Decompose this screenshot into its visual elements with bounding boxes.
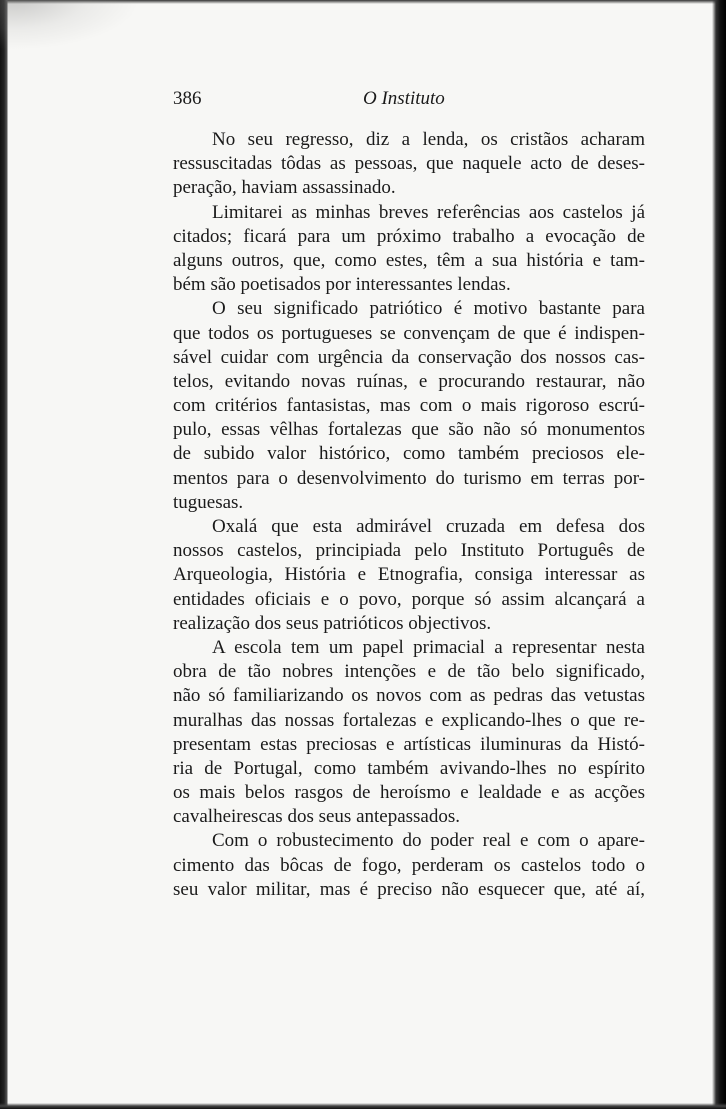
running-title: O Instituto: [363, 88, 445, 109]
text-line: Oxalá que esta admirável cruzada em defesa dos: [212, 516, 645, 537]
text-line: Com o robustecimento do poder real e com o apare-: [212, 830, 645, 852]
text-line: os mais belos rasgos de heroísmo e lealdade e as acções: [173, 782, 645, 804]
body-text: [173, 128, 645, 902]
scan-edge-bottom: [0, 1103, 726, 1109]
text-line: pulo, essas vêlhas fortalezas que são não só monumentos: [173, 419, 645, 441]
text-line: presentam estas preciosas e artísticas iluminuras da Histó-: [173, 733, 645, 755]
text-line: de subido valor histórico, como também preciosos ele-: [173, 443, 645, 465]
text-line: ressuscitadas tôdas as pessoas, que naquele acto de deses-: [173, 153, 645, 175]
text-line: citados; ficará para um próximo trabalho a evocação de: [173, 225, 645, 247]
text-line: que todos os portugueses se convençam de que é indispen-: [173, 322, 645, 344]
text-line: Limitarei as minhas breves referências aos castelos já: [212, 201, 645, 223]
text-line: não só familiarizando os novos com as pedras das vetustas: [173, 685, 645, 707]
text-line: mentos para o desenvolvimento do turismo em terras por-: [173, 467, 645, 489]
text-line: nossos castelos, principiada pelo Instituto Português de: [173, 540, 645, 562]
text-line: peração, haviam assassinado.: [173, 177, 396, 199]
scan-edge-left: [0, 0, 8, 1109]
text-line: muralhas das nossas fortalezas e explicando-lhes o que re-: [173, 709, 645, 731]
text-line: A escola tem um papel primacial a representar nesta: [212, 636, 645, 658]
text-line: telos, evitando novas ruínas, e procurando restaurar, não: [173, 370, 645, 392]
text-line: No seu regresso, diz a lenda, os cristãos acharam: [212, 129, 645, 150]
page-header: [173, 88, 643, 114]
text-line: entidades oficiais e o povo, porque só assim alcançará a: [173, 588, 645, 610]
text-line: sável cuidar com urgência da conservação dos nossos cas-: [173, 346, 645, 368]
scan-corner-smudge: [0, 0, 140, 50]
text-line: realização dos seus patrióticos objectivos.: [173, 612, 492, 634]
page-number: 386: [173, 88, 202, 109]
text-line: com critérios fantasistas, mas com o mais rigoroso escrú-: [173, 395, 645, 417]
text-line: obra de tão nobres intenções e de tão belo significado,: [173, 661, 645, 683]
text-line: alguns outros, que, como estes, têm a sua história e tam-: [173, 249, 645, 271]
text-line: bém são poetisados por interessantes lendas.: [173, 274, 511, 296]
text-line: cimento das bôcas de fogo, perderam os castelos todo o: [173, 854, 645, 876]
text-line: seu valor militar, mas é preciso não esquecer que, até aí,: [173, 878, 645, 900]
text-line: O seu significado patriótico é motivo bastante para: [212, 298, 645, 320]
text-line: tuguesas.: [173, 491, 244, 513]
text-line: ria de Portugal, como também avivando-lhes no espírito: [173, 757, 645, 779]
scan-edge-right: [712, 0, 726, 1109]
text-line: cavalheirescas dos seus antepassados.: [173, 806, 461, 828]
text-line: Arqueologia, História e Etnografia, consiga interessar as: [173, 564, 645, 586]
